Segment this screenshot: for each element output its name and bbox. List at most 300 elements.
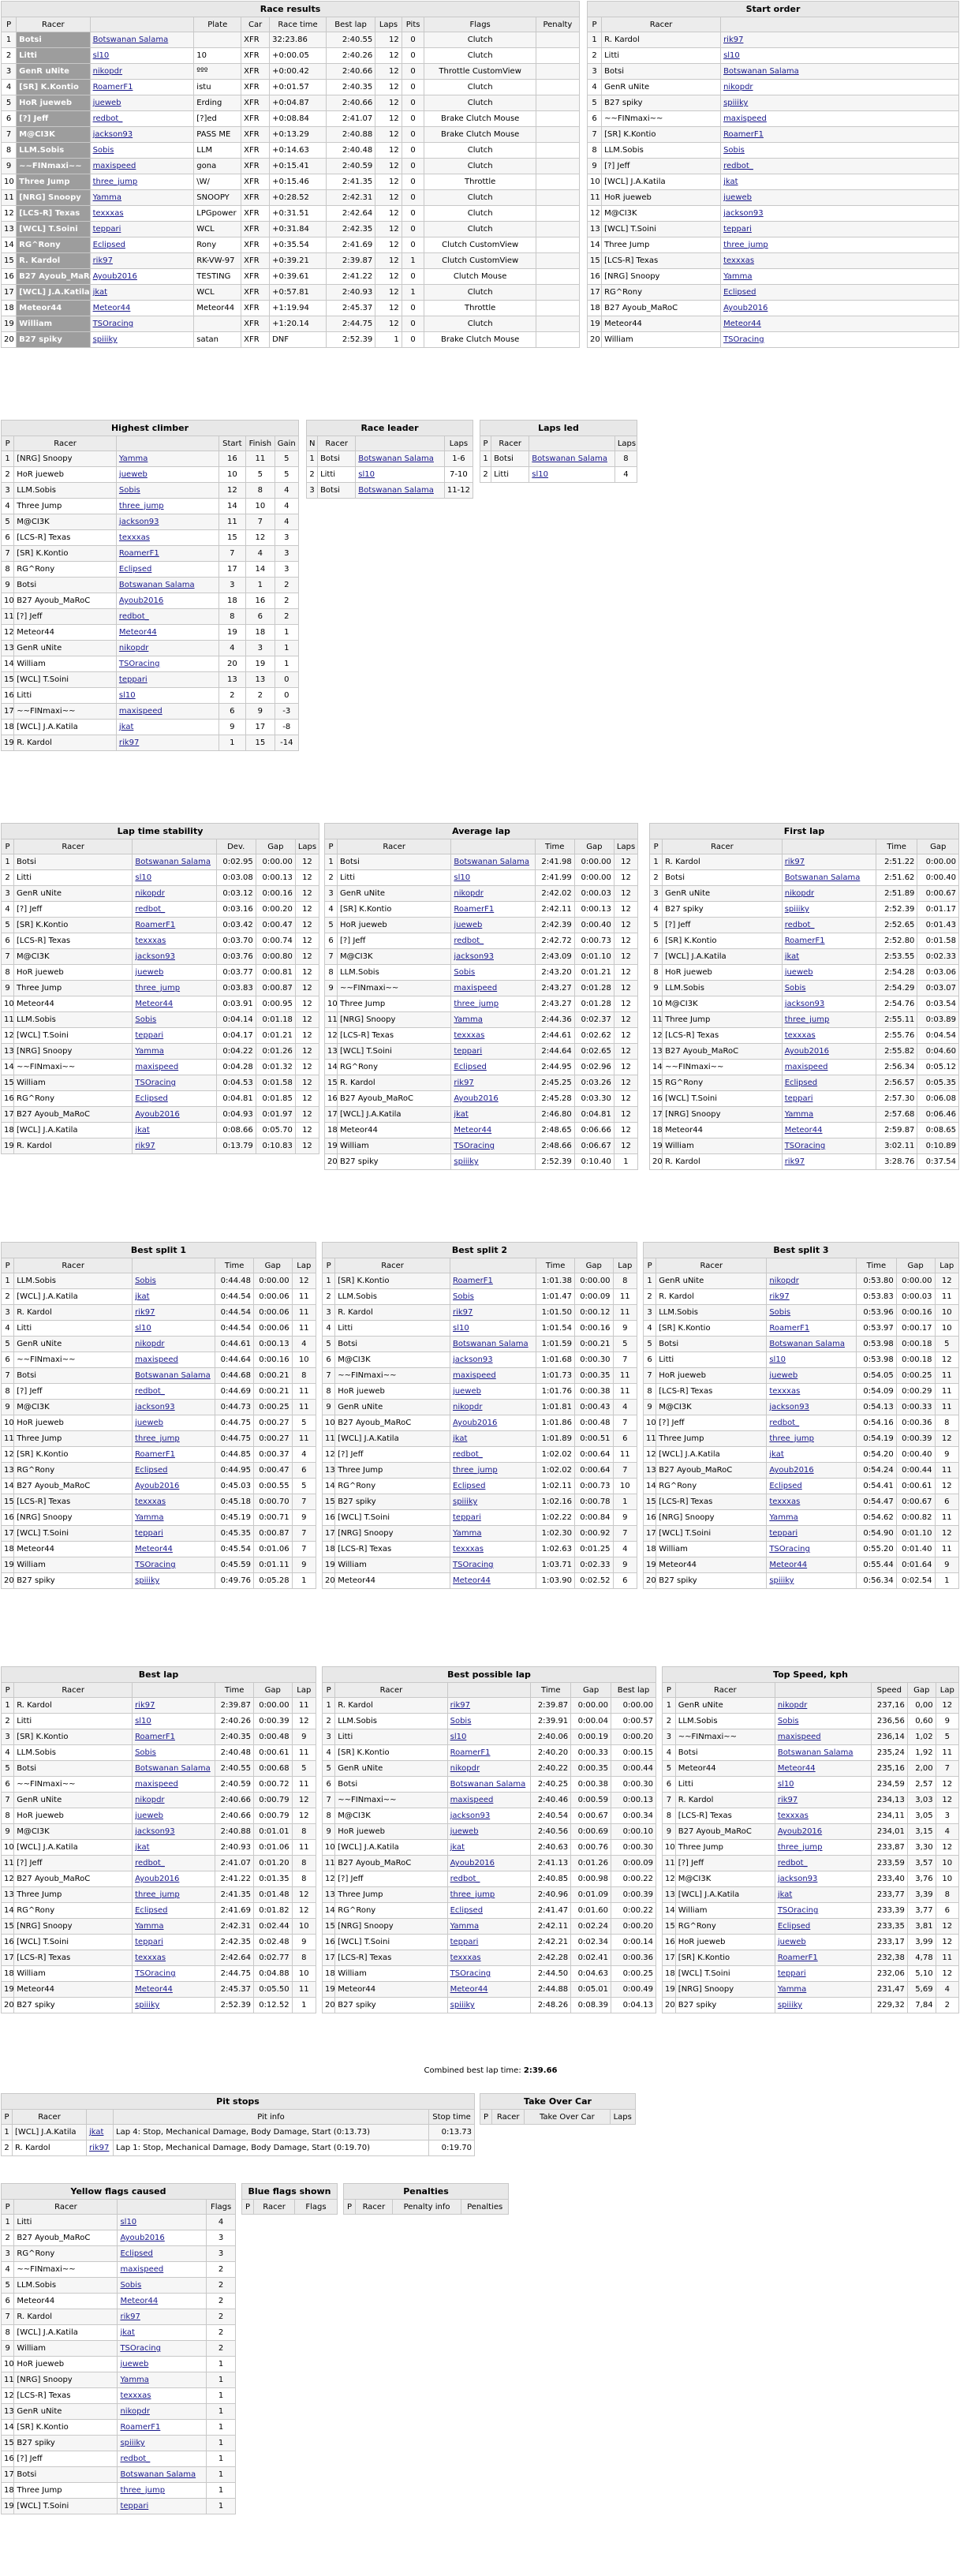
table-cell: 2: [663, 1714, 676, 1729]
racer-username-link[interactable]: Eclipsed: [721, 285, 959, 301]
racer-username-link[interactable]: jueweb: [118, 2357, 207, 2372]
table-row: [650, 1154, 959, 1170]
racer-username-link[interactable]: sl10: [529, 467, 615, 483]
racer-username-link[interactable]: maxispeed: [116, 704, 219, 720]
racer-username-link[interactable]: TSOracing: [133, 1966, 215, 1982]
racer-username-link[interactable]: jackson93: [451, 949, 535, 965]
racer-username-link[interactable]: RoamerF1: [116, 546, 219, 562]
racer-username-link[interactable]: redbot_: [116, 609, 219, 625]
racer-username-link[interactable]: sl10: [767, 1352, 857, 1368]
racer-username-link[interactable]: Sobis: [118, 2278, 207, 2294]
table-cell: XFR: [241, 127, 270, 143]
racer-username-link[interactable]: RoamerF1: [775, 1950, 871, 1966]
racer-username-link[interactable]: teppari: [90, 222, 194, 237]
racer-username-link[interactable]: Ayoub2016: [133, 1107, 216, 1123]
racer-username-link[interactable]: nikopdr: [116, 641, 219, 656]
racer-username-link[interactable]: teppari: [133, 1935, 215, 1950]
racer-username-link[interactable]: rik97: [133, 1138, 216, 1154]
racer-username-link[interactable]: spiiiky: [133, 1573, 215, 1589]
table-cell: 2: [219, 688, 245, 704]
racer-username-link[interactable]: spiiiky: [118, 2436, 207, 2451]
racer-username-link[interactable]: RoamerF1: [133, 918, 216, 933]
racer-username-link[interactable]: rik97: [447, 1698, 531, 1714]
racer-username-link[interactable]: Yamma: [118, 2372, 207, 2388]
racer-username-link[interactable]: jkat: [767, 1447, 857, 1463]
racer-username-link[interactable]: sl10: [775, 1777, 871, 1793]
racer-username-link[interactable]: redbot_: [118, 2451, 207, 2467]
racer-username-link[interactable]: nikopdr: [133, 1337, 215, 1352]
racer-username-link[interactable]: TSOracing: [451, 1138, 535, 1154]
racer-username-link[interactable]: Sobis: [133, 1745, 215, 1761]
racer-username-link[interactable]: texxxas: [116, 530, 219, 546]
table-cell: 10: [292, 1919, 316, 1935]
racer-username-link[interactable]: TSOracing: [775, 1903, 871, 1919]
racer-username-link[interactable]: Botswanan Salama: [447, 1777, 531, 1793]
racer-username-link[interactable]: sl10: [721, 48, 959, 64]
racer-username-link[interactable]: Ayoub2016: [450, 1415, 536, 1431]
racer-username-link[interactable]: rik97: [116, 735, 219, 751]
racer-username-link[interactable]: Botswanan Salama: [356, 483, 445, 499]
racer-username-link[interactable]: teppari: [133, 1028, 216, 1044]
racer-username-link[interactable]: Sobis: [447, 1714, 531, 1729]
racer-username-link[interactable]: nikopdr: [782, 886, 876, 902]
racer-username-link[interactable]: Ayoub2016: [721, 301, 959, 316]
table-cell: 2:40.96: [531, 1887, 571, 1903]
racer-username-link[interactable]: jueweb: [767, 1368, 857, 1384]
racer-username-link[interactable]: Eclipsed: [133, 1463, 215, 1479]
racer-username-link[interactable]: jkat: [87, 2125, 114, 2140]
racer-username-link[interactable]: TSOracing: [133, 1075, 216, 1091]
racer-username-link[interactable]: Yamma: [721, 269, 959, 285]
racer-username-link[interactable]: three_jump: [450, 1463, 536, 1479]
racer-username-link[interactable]: Meteor44: [116, 625, 219, 641]
racer-username-link[interactable]: Yamma: [447, 1919, 531, 1935]
racer-username-link[interactable]: rik97: [87, 2140, 114, 2156]
racer-username-link[interactable]: Meteor44: [721, 316, 959, 332]
racer-username-link[interactable]: Eclipsed: [133, 1903, 215, 1919]
racer-username-link[interactable]: jkat: [447, 1840, 531, 1856]
racer-username-link[interactable]: Ayoub2016: [116, 593, 219, 609]
racer-username-link[interactable]: jkat: [133, 1123, 216, 1138]
racer-username-link[interactable]: spiiiky: [90, 332, 194, 348]
racer-username-link[interactable]: TSOracing: [782, 1138, 876, 1154]
racer-username-link[interactable]: Botswanan Salama: [767, 1337, 857, 1352]
racer-username-link[interactable]: jkat: [775, 1887, 871, 1903]
racer-username-link[interactable]: jueweb: [451, 918, 535, 933]
table-row: [323, 1793, 656, 1808]
table-cell: 1: [207, 2436, 236, 2451]
racer-username-link[interactable]: Ayoub2016: [447, 1856, 531, 1871]
racer-username-link[interactable]: Yamma: [133, 1919, 215, 1935]
table-row: [644, 1447, 959, 1463]
racer-username-link[interactable]: jueweb: [133, 1415, 215, 1431]
racer-username-link[interactable]: RoamerF1: [90, 80, 194, 95]
table-row: [2, 1028, 319, 1044]
racer-username-link[interactable]: maxispeed: [782, 1060, 876, 1075]
racer-username-link[interactable]: Sobis: [767, 1305, 857, 1321]
table-cell: 0:44.75: [215, 1415, 254, 1431]
racer-username-link[interactable]: Eclipsed: [782, 1075, 876, 1091]
racer-username-link[interactable]: texxxas: [118, 2388, 207, 2404]
racer-username-link[interactable]: TSOracing: [767, 1542, 857, 1557]
racer-username-link[interactable]: rik97: [775, 1793, 871, 1808]
racer-username-link[interactable]: Yamma: [90, 190, 194, 206]
racer-username-link[interactable]: spiiiky: [447, 1998, 531, 2013]
racer-username-link[interactable]: maxispeed: [721, 111, 959, 127]
racer-username-link[interactable]: redbot_: [782, 918, 876, 933]
racer-username-link[interactable]: Yamma: [451, 1012, 535, 1028]
racer-username-link[interactable]: rik97: [90, 253, 194, 269]
racer-username-link[interactable]: Ayoub2016: [133, 1871, 215, 1887]
racer-username-link[interactable]: three_jump: [721, 237, 959, 253]
racer-username-link[interactable]: sl10: [133, 1714, 215, 1729]
racer-username-link[interactable]: jkat: [133, 1289, 215, 1305]
racer-username-link[interactable]: jueweb: [133, 965, 216, 981]
racer-username-link[interactable]: nikopdr: [447, 1761, 531, 1777]
table-cell: 9: [292, 1557, 316, 1573]
racer-username-link[interactable]: maxispeed: [90, 159, 194, 174]
racer-username-link[interactable]: sl10: [90, 48, 194, 64]
racer-username-link[interactable]: RoamerF1: [782, 933, 876, 949]
racer-username-link[interactable]: Yamma: [782, 1107, 876, 1123]
racer-username-link[interactable]: Botswanan Salama: [90, 32, 194, 48]
table-cell: [LCS-R] Texas: [14, 1950, 133, 1966]
racer-username-link[interactable]: jkat: [450, 1431, 536, 1447]
racer-username-link[interactable]: texxxas: [451, 1028, 535, 1044]
racer-username-link[interactable]: jkat: [782, 949, 876, 965]
racer-username-link[interactable]: jackson93: [90, 127, 194, 143]
racer-username-link[interactable]: TSOracing: [116, 656, 219, 672]
racer-username-link[interactable]: texxxas: [767, 1384, 857, 1400]
racer-username-link[interactable]: rik97: [451, 1075, 535, 1091]
table-cell: 231,47: [871, 1982, 907, 1998]
racer-username-link[interactable]: Sobis: [775, 1714, 871, 1729]
racer-username-link[interactable]: jkat: [116, 720, 219, 735]
racer-username-link[interactable]: texxxas: [721, 253, 959, 269]
racer-username-link[interactable]: jueweb: [116, 467, 219, 483]
racer-username-link[interactable]: Meteor44: [450, 1573, 536, 1589]
racer-username-link[interactable]: jueweb: [782, 965, 876, 981]
racer-username-link[interactable]: teppari: [451, 1044, 535, 1060]
racer-username-link[interactable]: rik97: [782, 854, 876, 870]
racer-username-link[interactable]: redbot_: [721, 159, 959, 174]
racer-username-link[interactable]: jueweb: [447, 1824, 531, 1840]
table-cell: 2:40.63: [531, 1840, 571, 1856]
racer-username-link[interactable]: nikopdr: [775, 1698, 871, 1714]
racer-username-link[interactable]: Meteor44: [133, 1542, 215, 1557]
racer-username-link[interactable]: redbot_: [133, 1384, 215, 1400]
racer-username-link[interactable]: sl10: [133, 1321, 215, 1337]
racer-username-link[interactable]: jkat: [721, 174, 959, 190]
racer-username-link[interactable]: jackson93: [767, 1400, 857, 1415]
racer-username-link[interactable]: rik97: [782, 1154, 876, 1170]
racer-username-link[interactable]: texxxas: [775, 1808, 871, 1824]
racer-username-link[interactable]: redbot_: [767, 1415, 857, 1431]
table-cell: 2:41.22: [326, 269, 375, 285]
racer-username-link[interactable]: maxispeed: [451, 981, 535, 996]
racer-username-link[interactable]: maxispeed: [133, 1060, 216, 1075]
racer-username-link[interactable]: jackson93: [133, 949, 216, 965]
racer-username-link[interactable]: three_jump: [775, 1840, 871, 1856]
racer-username-link[interactable]: Botswanan Salama: [782, 870, 876, 886]
table-cell: 15: [323, 1494, 335, 1510]
racer-username-link[interactable]: Sobis: [782, 981, 876, 996]
table-cell: 9: [2, 2341, 14, 2357]
racer-username-link[interactable]: nikopdr: [451, 886, 535, 902]
racer-username-link[interactable]: spiiiky: [450, 1494, 536, 1510]
racer-username-link[interactable]: teppari: [447, 1935, 531, 1950]
racer-username-link[interactable]: Botswanan Salama: [775, 1745, 871, 1761]
racer-username-link[interactable]: Ayoub2016: [133, 1479, 215, 1494]
racer-username-link[interactable]: teppari: [450, 1510, 536, 1526]
racer-username-link[interactable]: TSOracing: [447, 1966, 531, 1982]
table-cell: 18: [2, 1966, 14, 1982]
racer-username-link[interactable]: sl10: [447, 1729, 531, 1745]
racer-username-link[interactable]: nikopdr: [450, 1400, 536, 1415]
racer-username-link[interactable]: sl10: [451, 870, 535, 886]
racer-username-link[interactable]: Ayoub2016: [782, 1044, 876, 1060]
racer-username-link[interactable]: Eclipsed: [116, 562, 219, 578]
racer-username-link[interactable]: rik97: [767, 1289, 857, 1305]
racer-username-link[interactable]: texxxas: [782, 1028, 876, 1044]
racer-username-link[interactable]: teppari: [118, 2499, 207, 2514]
racer-username-link[interactable]: rik97: [133, 1698, 215, 1714]
racer-username-link[interactable]: Sobis: [451, 965, 535, 981]
racer-username-link[interactable]: jackson93: [782, 996, 876, 1012]
racer-username-link[interactable]: three_jump: [90, 174, 194, 190]
racer-username-link[interactable]: jueweb: [450, 1384, 536, 1400]
racer-username-link[interactable]: texxxas: [133, 933, 216, 949]
racer-username-link[interactable]: jueweb: [721, 190, 959, 206]
racer-username-link[interactable]: three_jump: [447, 1887, 531, 1903]
racer-username-link[interactable]: Meteor44: [133, 1982, 215, 1998]
racer-username-link[interactable]: jackson93: [450, 1352, 536, 1368]
table-cell: 2:39.87: [215, 1698, 254, 1714]
racer-username-link[interactable]: maxispeed: [133, 1777, 215, 1793]
racer-username-link[interactable]: rik97: [118, 2309, 207, 2325]
racer-username-link[interactable]: teppari: [767, 1526, 857, 1542]
racer-username-link[interactable]: sl10: [133, 870, 216, 886]
racer-username-link[interactable]: nikopdr: [90, 64, 194, 80]
racer-username-link[interactable]: Eclipsed: [767, 1479, 857, 1494]
racer-username-link[interactable]: spiiiky: [767, 1573, 857, 1589]
table-cell: 5: [2, 2278, 14, 2294]
racer-username-link[interactable]: Eclipsed: [450, 1479, 536, 1494]
racer-username-link[interactable]: Yamma: [767, 1510, 857, 1526]
racer-username-link[interactable]: three_jump: [116, 499, 219, 514]
racer-username-link[interactable]: Eclipsed: [133, 1091, 216, 1107]
racer-username-link[interactable]: Eclipsed: [118, 2246, 207, 2262]
racer-username-link[interactable]: jackson93: [133, 1824, 215, 1840]
racer-username-link[interactable]: spiiiky: [775, 1998, 871, 2013]
racer-username-link[interactable]: teppari: [782, 1091, 876, 1107]
racer-username-link[interactable]: Yamma: [133, 1044, 216, 1060]
racer-username-link[interactable]: Ayoub2016: [767, 1463, 857, 1479]
racer-username-link[interactable]: three_jump: [133, 1431, 215, 1447]
racer-username-link[interactable]: Meteor44: [118, 2294, 207, 2309]
racer-username-link[interactable]: jkat: [90, 285, 194, 301]
racer-username-link[interactable]: RoamerF1: [447, 1745, 531, 1761]
racer-username-link[interactable]: three_jump: [782, 1012, 876, 1028]
racer-username-link[interactable]: Meteor44: [447, 1982, 531, 1998]
racer-username-link[interactable]: Eclipsed: [90, 237, 194, 253]
racer-username-link[interactable]: maxispeed: [450, 1368, 536, 1384]
racer-username-link[interactable]: redbot_: [775, 1856, 871, 1871]
racer-username-link[interactable]: redbot_: [90, 111, 194, 127]
racer-username-link[interactable]: redbot_: [447, 1871, 531, 1887]
racer-username-link[interactable]: Yamma: [133, 1510, 215, 1526]
racer-username-link[interactable]: Meteor44: [775, 1761, 871, 1777]
racer-username-link[interactable]: texxxas: [767, 1494, 857, 1510]
racer-username-link[interactable]: three_jump: [133, 1887, 215, 1903]
racer-username-link[interactable]: Yamma: [116, 451, 219, 467]
racer-username-link[interactable]: TSOracing: [118, 2341, 207, 2357]
racer-username-link[interactable]: maxispeed: [118, 2262, 207, 2278]
racer-username-link[interactable]: nikopdr: [133, 886, 216, 902]
racer-username-link[interactable]: teppari: [775, 1966, 871, 1982]
racer-username-link[interactable]: sl10: [450, 1321, 536, 1337]
racer-username-link[interactable]: Eclipsed: [451, 1060, 535, 1075]
table-cell: 8: [2, 143, 17, 159]
racer-username-link[interactable]: Ayoub2016: [775, 1824, 871, 1840]
racer-username-link[interactable]: RoamerF1: [767, 1321, 857, 1337]
racer-username-link[interactable]: Sobis: [133, 1012, 216, 1028]
racer-username-link[interactable]: Meteor44: [451, 1123, 535, 1138]
racer-username-link[interactable]: TSOracing: [721, 332, 959, 348]
racer-username-link[interactable]: texxxas: [90, 206, 194, 222]
yellow-flags-table: [1, 2183, 236, 2514]
racer-username-link[interactable]: Sobis: [133, 1273, 215, 1289]
racer-username-link[interactable]: teppari: [133, 1526, 215, 1542]
racer-username-link[interactable]: redbot_: [450, 1447, 536, 1463]
racer-username-link[interactable]: Eclipsed: [447, 1903, 531, 1919]
racer-username-link[interactable]: RoamerF1: [118, 2420, 207, 2436]
racer-username-link[interactable]: RoamerF1: [133, 1447, 215, 1463]
racer-username-link[interactable]: Botswanan Salama: [451, 854, 535, 870]
racer-username-link[interactable]: jkat: [118, 2325, 207, 2341]
racer-username-link[interactable]: nikopdr: [721, 80, 959, 95]
racer-username-link[interactable]: Meteor44: [767, 1557, 857, 1573]
racer-username-link[interactable]: sl10: [116, 688, 219, 704]
racer-username-link[interactable]: Botswanan Salama: [450, 1337, 536, 1352]
table-row: [644, 1273, 959, 1289]
racer-username-link[interactable]: texxxas: [133, 1950, 215, 1966]
racer-username-link[interactable]: redbot_: [133, 902, 216, 918]
table-cell: XFR: [241, 269, 270, 285]
table-row: [663, 1871, 959, 1887]
racer-username-link[interactable]: redbot_: [451, 933, 535, 949]
racer-username-link[interactable]: TSOracing: [450, 1557, 536, 1573]
racer-username-link[interactable]: Sobis: [721, 143, 959, 159]
racer-username-link[interactable]: spiiiky: [133, 1998, 215, 2013]
table-cell: XFR: [241, 332, 270, 348]
racer-username-link[interactable]: jueweb: [775, 1935, 871, 1950]
racer-username-link[interactable]: Meteor44: [90, 301, 194, 316]
racer-username-link[interactable]: Meteor44: [133, 996, 216, 1012]
racer-username-link[interactable]: rik97: [133, 1305, 215, 1321]
table-cell: Brake Clutch Mouse: [424, 111, 536, 127]
racer-username-link[interactable]: Ayoub2016: [90, 269, 194, 285]
racer-username-link[interactable]: jueweb: [133, 1808, 215, 1824]
table-cell: 1:02.22: [536, 1510, 575, 1526]
racer-username-link[interactable]: Sobis: [450, 1289, 536, 1305]
racer-username-link[interactable]: Sobis: [116, 483, 219, 499]
racer-username-link[interactable]: rik97: [450, 1305, 536, 1321]
racer-username-link[interactable]: Botswanan Salama: [133, 1761, 215, 1777]
table-cell: Litti: [17, 48, 90, 64]
racer-username-link[interactable]: nikopdr: [133, 1793, 215, 1808]
racer-username-link[interactable]: spiiiky: [782, 902, 876, 918]
racer-username-link[interactable]: jkat: [133, 1840, 215, 1856]
racer-username-link[interactable]: maxispeed: [447, 1793, 531, 1808]
racer-username-link[interactable]: RoamerF1: [133, 1729, 215, 1745]
racer-username-link[interactable]: TSOracing: [133, 1557, 215, 1573]
racer-username-link[interactable]: three_jump: [133, 981, 216, 996]
racer-username-link[interactable]: maxispeed: [775, 1729, 871, 1745]
racer-username-link[interactable]: Botswanan Salama: [133, 854, 216, 870]
table-row: [644, 1526, 959, 1542]
racer-username-link[interactable]: RoamerF1: [450, 1273, 536, 1289]
table-cell: XFR: [241, 316, 270, 332]
racer-username-link[interactable]: RoamerF1: [451, 902, 535, 918]
racer-username-link[interactable]: three_jump: [767, 1431, 857, 1447]
racer-username-link[interactable]: Ayoub2016: [118, 2230, 207, 2246]
racer-username-link[interactable]: Sobis: [90, 143, 194, 159]
racer-username-link[interactable]: rik97: [721, 32, 959, 48]
racer-username-link[interactable]: nikopdr: [118, 2404, 207, 2420]
racer-username-link[interactable]: three_jump: [118, 2483, 207, 2499]
racer-username-link[interactable]: Yamma: [450, 1526, 536, 1542]
racer-username-link[interactable]: teppari: [116, 672, 219, 688]
racer-username-link[interactable]: Botswanan Salama: [116, 578, 219, 593]
racer-username-link[interactable]: Botswanan Salama: [118, 2467, 207, 2483]
racer-username-link[interactable]: redbot_: [133, 1856, 215, 1871]
racer-username-link[interactable]: spiiiky: [721, 95, 959, 111]
racer-username-link[interactable]: teppari: [721, 222, 959, 237]
racer-username-link[interactable]: Meteor44: [782, 1123, 876, 1138]
racer-username-link[interactable]: Ayoub2016: [451, 1091, 535, 1107]
racer-username-link[interactable]: Botswanan Salama: [356, 451, 445, 467]
racer-username-link[interactable]: TSOracing: [90, 316, 194, 332]
racer-username-link[interactable]: Botswanan Salama: [721, 64, 959, 80]
racer-username-link[interactable]: jackson93: [721, 206, 959, 222]
table-cell: 0:01.11: [253, 1557, 292, 1573]
racer-username-link[interactable]: texxxas: [450, 1542, 536, 1557]
racer-username-link[interactable]: jackson93: [447, 1808, 531, 1824]
racer-username-link[interactable]: Botswanan Salama: [529, 451, 615, 467]
racer-username-link[interactable]: texxxas: [447, 1950, 531, 1966]
racer-username-link[interactable]: Botswanan Salama: [133, 1368, 215, 1384]
racer-username-link[interactable]: jueweb: [90, 95, 194, 111]
racer-username-link[interactable]: jkat: [451, 1107, 535, 1123]
racer-username-link[interactable]: sl10: [118, 2215, 207, 2230]
racer-username-link[interactable]: jackson93: [775, 1871, 871, 1887]
racer-username-link[interactable]: jackson93: [116, 514, 219, 530]
table-cell: R. Kardol: [14, 2309, 118, 2325]
column-header: Best lap: [326, 17, 375, 32]
racer-username-link[interactable]: Eclipsed: [775, 1919, 871, 1935]
table-cell: 0:01.20: [253, 1856, 292, 1871]
racer-username-link[interactable]: nikopdr: [767, 1273, 857, 1289]
racer-username-link[interactable]: sl10: [356, 467, 445, 483]
racer-username-link[interactable]: Yamma: [775, 1982, 871, 1998]
racer-username-link[interactable]: spiiiky: [451, 1154, 535, 1170]
racer-username-link[interactable]: jackson93: [133, 1400, 215, 1415]
racer-username-link[interactable]: texxxas: [133, 1494, 215, 1510]
racer-username-link[interactable]: RoamerF1: [721, 127, 959, 143]
racer-username-link[interactable]: three_jump: [451, 996, 535, 1012]
racer-username-link[interactable]: maxispeed: [133, 1352, 215, 1368]
